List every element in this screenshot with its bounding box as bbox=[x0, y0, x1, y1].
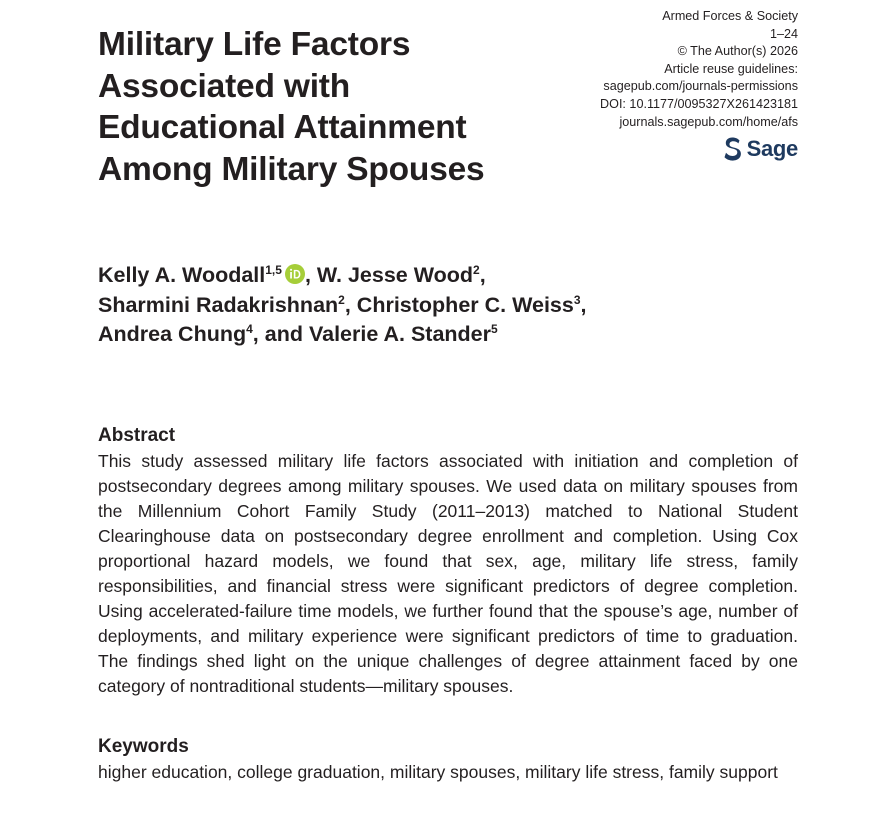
author-separator: , bbox=[344, 292, 357, 317]
copyright: © The Author(s) 2026 bbox=[677, 44, 798, 59]
author-affiliation: 2 bbox=[338, 292, 345, 307]
doi[interactable]: DOI: 10.1177/0095327X261423181 bbox=[600, 96, 798, 111]
author-name: Andrea Chung bbox=[98, 322, 247, 346]
title-line-4: Among Military Spouses bbox=[98, 150, 485, 188]
article-title bbox=[98, 24, 568, 190]
author-separator: , bbox=[479, 263, 486, 287]
author-list bbox=[98, 261, 818, 350]
author-affiliation: 3 bbox=[573, 292, 581, 307]
author-separator: , and bbox=[252, 322, 309, 346]
author-line-1 bbox=[98, 261, 818, 291]
author-affiliation: 5 bbox=[491, 321, 498, 336]
journal-name: Armed Forces & Society bbox=[662, 9, 798, 23]
author-name: Christopher C. Weiss bbox=[356, 292, 574, 317]
author-line-2 bbox=[98, 291, 818, 321]
author-name: W. Jesse Wood bbox=[316, 263, 474, 287]
reuse-guidelines-label: Article reuse guidelines: bbox=[664, 61, 798, 76]
author-line-3 bbox=[98, 320, 818, 350]
publication-info bbox=[600, 8, 798, 131]
author-affiliation: 2 bbox=[473, 262, 480, 277]
title-line-1: Military Life Factors bbox=[98, 26, 411, 63]
author-separator: , bbox=[580, 292, 587, 317]
keywords-text: higher education, college graduation, military spouses, military life stress, family support bbox=[98, 762, 778, 782]
orcid-icon[interactable] bbox=[285, 264, 305, 284]
abstract-text: This study assessed military life factors associated with initiation and completion of postsecondary degrees among military spouses. We used data on military spouses from the Millennium Cohort Family Study (2011–2013) matched to National Student Clearinghouse data on postsecondary degree enrollment and completion. Using Cox proportional hazard models, we found that sex, age, military life stress, family responsibilities, and financial stress were significant predictors of degree completion. Using accelerated-failure time models, we further found that the spouse’s age, number of deployments, and military experience were significant predictors of time to graduation. The findings shed light on the unique challenges of degree attainment faced by one category of nontraditional students—military spouses. bbox=[98, 451, 798, 696]
author-name: Valerie A. Stander bbox=[308, 322, 491, 346]
author-name: Sharmini Radakrishnan bbox=[98, 292, 339, 317]
author-separator: , bbox=[304, 263, 317, 287]
author-affiliation: 4 bbox=[246, 321, 253, 336]
journal-url[interactable]: journals.sagepub.com/home/afs bbox=[619, 114, 798, 129]
title-line-2: Associated with bbox=[98, 67, 351, 105]
keywords-heading: Keywords bbox=[98, 736, 189, 757]
abstract-heading: Abstract bbox=[98, 425, 176, 446]
sage-logo bbox=[724, 135, 798, 163]
author-affiliation: 1,5 bbox=[265, 262, 282, 277]
title-line-3: Educational Attainment bbox=[98, 109, 467, 146]
sage-logo-icon bbox=[724, 136, 742, 162]
reuse-guidelines-link[interactable]: sagepub.com/journals-permissions bbox=[603, 79, 798, 94]
author-name: Kelly A. Woodall bbox=[98, 263, 266, 287]
publisher-name: Sage bbox=[746, 136, 798, 161]
page-range: 1–24 bbox=[769, 26, 798, 41]
